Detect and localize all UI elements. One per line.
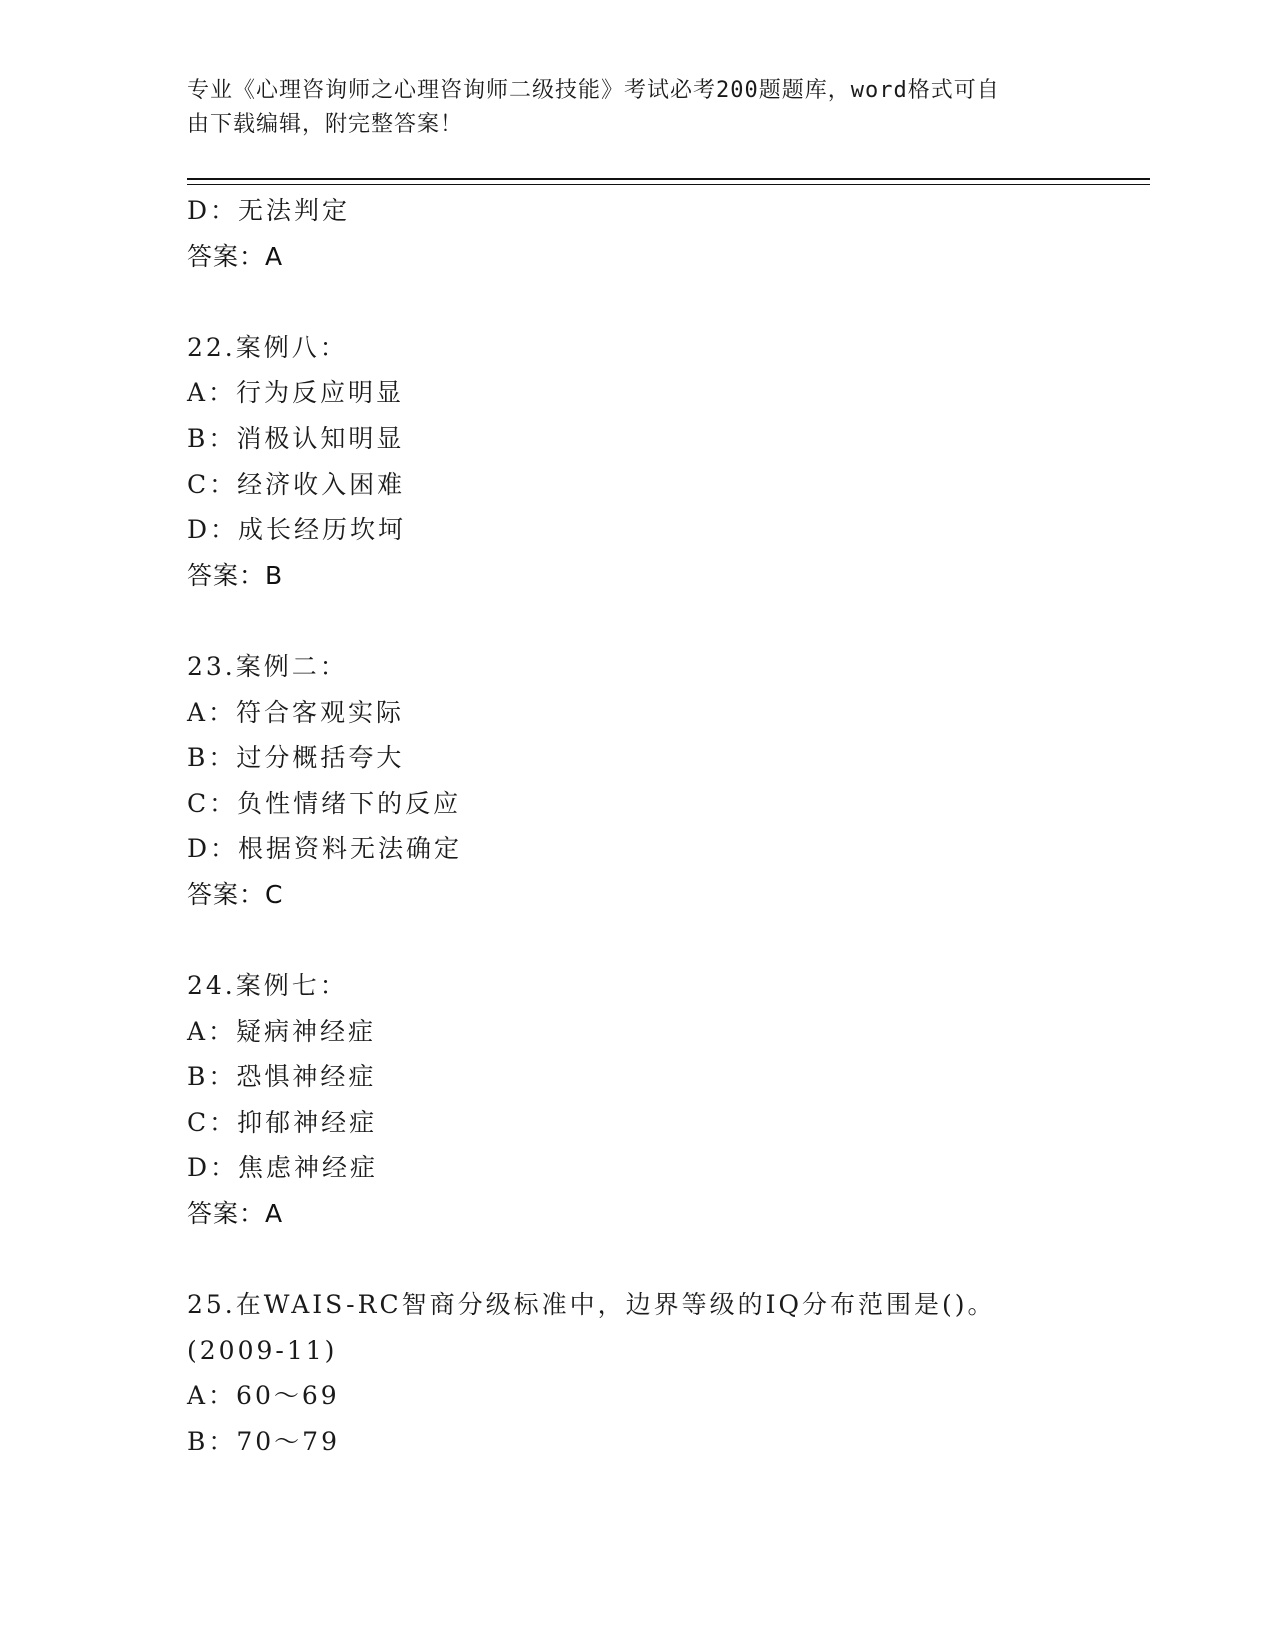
answer-line: 答案：A — [187, 1199, 284, 1229]
question-stem: 22.案例八： — [187, 332, 348, 362]
question-stem: 25.在WAIS-RC智商分级标准中，边界等级的IQ分布范围是()。 — [187, 1290, 996, 1320]
answer-line: 答案：A — [187, 241, 284, 271]
answer-line: 答案：B — [187, 560, 284, 590]
header-rule-thin — [187, 184, 1150, 185]
option-a: A：60～69 — [187, 1381, 340, 1411]
option-a: A：行为反应明显 — [187, 378, 405, 408]
option-b: B：70～79 — [187, 1427, 340, 1457]
option-b: B：恐惧神经症 — [187, 1062, 377, 1092]
option-d: D：焦虑神经症 — [187, 1153, 379, 1183]
spacer — [187, 598, 1150, 644]
question-stem: 24.案例七： — [187, 971, 348, 1001]
spacer — [187, 279, 1150, 325]
option-c: C：负性情绪下的反应 — [187, 788, 462, 818]
question-24 — [187, 963, 1150, 1237]
question-25 — [187, 1282, 1150, 1464]
answer-line: 答案：C — [187, 879, 284, 909]
question-22 — [187, 325, 1150, 599]
header-rule-thick — [187, 178, 1150, 180]
option-a: A：符合客观实际 — [187, 697, 405, 727]
header-line-2: 由下载编辑，附完整答案！ — [187, 112, 464, 137]
option-a: A：疑病神经症 — [187, 1016, 377, 1046]
option-b: B：消极认知明显 — [187, 423, 405, 453]
option-d: D：成长经历坎坷 — [187, 515, 407, 545]
option-b: B：过分概括夸大 — [187, 743, 405, 773]
spacer — [187, 1237, 1150, 1283]
header-line-1: 专业《心理咨询师之心理咨询师二级技能》考试必考200题题库，word格式可自 — [187, 78, 1000, 103]
question-content — [187, 188, 1150, 1465]
spacer — [187, 918, 1150, 964]
question-stem: 23.案例二： — [187, 651, 348, 681]
option-d: D：根据资料无法确定 — [187, 834, 463, 864]
option-d: D：无法判定 — [187, 196, 351, 225]
option-c: C：抑郁神经症 — [187, 1107, 378, 1137]
document-header — [187, 74, 1087, 142]
option-c: C：经济收入困难 — [187, 469, 406, 499]
question-date: (2009-11) — [187, 1335, 338, 1365]
question-23 — [187, 644, 1150, 918]
